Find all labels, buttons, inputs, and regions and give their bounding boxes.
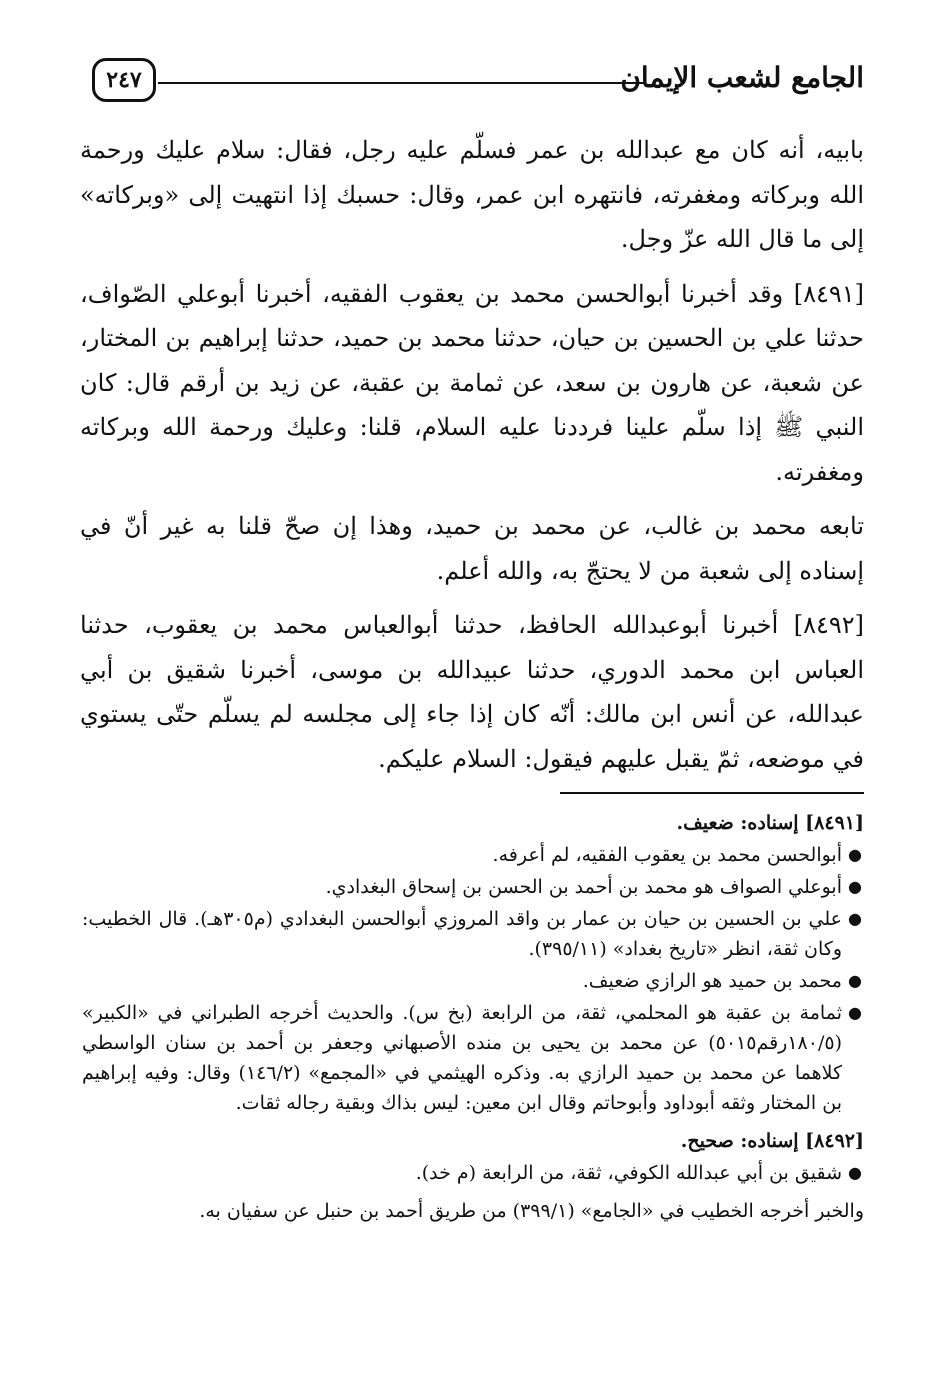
footnote-text: شقيق بن أبي عبدالله الكوفي، ثقة، من الرابعة (م خد).	[415, 1162, 842, 1184]
footnote-text: علي بن الحسين بن حيان بن عمار بن واقد المروزي أبوالحسن البغدادي (م٣٠٥هـ). قال الخطيب: وكان ثقة، انظر «تاريخ بغداد» (٣٩٥/١١).	[82, 908, 842, 960]
paragraph: بابيه، أنه كان مع عبدالله بن عمر فسلّم عليه رجل، فقال: سلام عليك ورحمة الله وبركاته ومغفرته، فانتهره ابن عمر، وقال: حسبك إذا انتهيت إلى «وبركاته» إلى ما قال الله عزّ وجل.	[80, 136, 864, 253]
footnote-text: أبوعلي الصواف هو محمد بن أحمد بن الحسن بن إسحاق البغدادي.	[325, 876, 842, 898]
footnote-text: ثمامة بن عقبة هو المحلمي، ثقة، من الرابعة (بخ س). والحديث أخرجه الطبراني في «الكبير» (١٨٠/٥رقم٥٠١٥) عن محمد بن يحيى بن منده الأصبهاني وجعفر بن أحمد بن سنان الواسطي كلاهما عن محمد بن حميد الرازي به. وذكره الهيثمي في «المجمع» (١٤٦/٢) وقال: وفيه إبراهيم بن المختار وثقه أبوداود وأبوحاتم وقال ابن معين: ليس بذاك وبقية رجاله ثقات.	[82, 1002, 842, 1114]
footnote-item	[82, 1158, 864, 1188]
footnote-text: أبوالحسن محمد بن يعقوب الفقيه، لم أعرفه.	[492, 844, 842, 866]
book-title: الجامع لشعب الإيمان	[620, 61, 864, 94]
footnotes	[82, 808, 864, 1226]
footnote-text: محمد بن حميد هو الرازي ضعيف.	[582, 970, 842, 992]
paragraph: تابعه محمد بن غالب، عن محمد بن حميد، وهذا إن صحّ قلنا به غير أنّ في إسناده إلى شعبة من لا يحتجّ به، والله أعلم.	[80, 512, 864, 585]
footnote-item	[82, 872, 864, 902]
bullet-icon: ●	[848, 971, 862, 990]
footnote-list	[82, 840, 864, 1118]
page-header	[92, 58, 864, 108]
bullet-icon: ●	[848, 1003, 862, 1022]
footnote-text: والخبر أخرجه الخطيب في «الجامع» (٣٩٩/١) من طريق أحمد بن حنبل عن سفيان به.	[199, 1200, 864, 1222]
main-text	[80, 128, 864, 791]
footnote-item	[82, 966, 864, 996]
footnote-divider	[560, 792, 864, 794]
footnote-item	[82, 998, 864, 1118]
bullet-icon: ●	[848, 877, 862, 896]
bullet-icon: ●	[848, 845, 862, 864]
bullet-icon: ●	[848, 909, 862, 928]
footnote-item	[82, 840, 864, 870]
hadith-8492: [٨٤٩٢] أخبرنا أبوعبدالله الحافظ، حدثنا أبوالعباس محمد بن يعقوب، حدثنا العباس ابن محمد الدوري، حدثنا عبيدالله بن موسى، أخبرنا شقيق بن أبي عبدالله، عن أنس ابن مالك: أنّه كان إذا جاء إلى مجلسه لم يسلّم حتّى يستوي في موضعه، ثمّ يقبل عليهم فيقول: السلام عليكم.	[80, 611, 864, 773]
footnote-item	[82, 904, 864, 964]
footnote-list	[82, 1158, 864, 1188]
page-number: ٢٤٧	[92, 58, 156, 102]
header-rule	[158, 82, 646, 84]
bullet-icon: ●	[848, 1163, 862, 1182]
footnote-heading: [٨٤٩٢] إسناده: صحيح.	[680, 1130, 864, 1152]
footnote-heading: [٨٤٩١] إسناده: ضعيف.	[676, 812, 864, 834]
hadith-8491: [٨٤٩١] وقد أخبرنا أبوالحسن محمد بن يعقوب الفقيه، أخبرنا أبوعلي الصّواف، حدثنا علي بن الحسين بن حيان، حدثنا محمد بن حميد، حدثنا إبراهيم بن المختار، عن شعبة، عن هارون بن سعد، عن ثمامة بن عقبة، عن زيد بن أرقم قال: كان النبي ﷺ إذا سلّم علينا فرددنا عليه السلام، قلنا: وعليك ورحمة الله وبركاته ومغفرته.	[80, 279, 864, 486]
